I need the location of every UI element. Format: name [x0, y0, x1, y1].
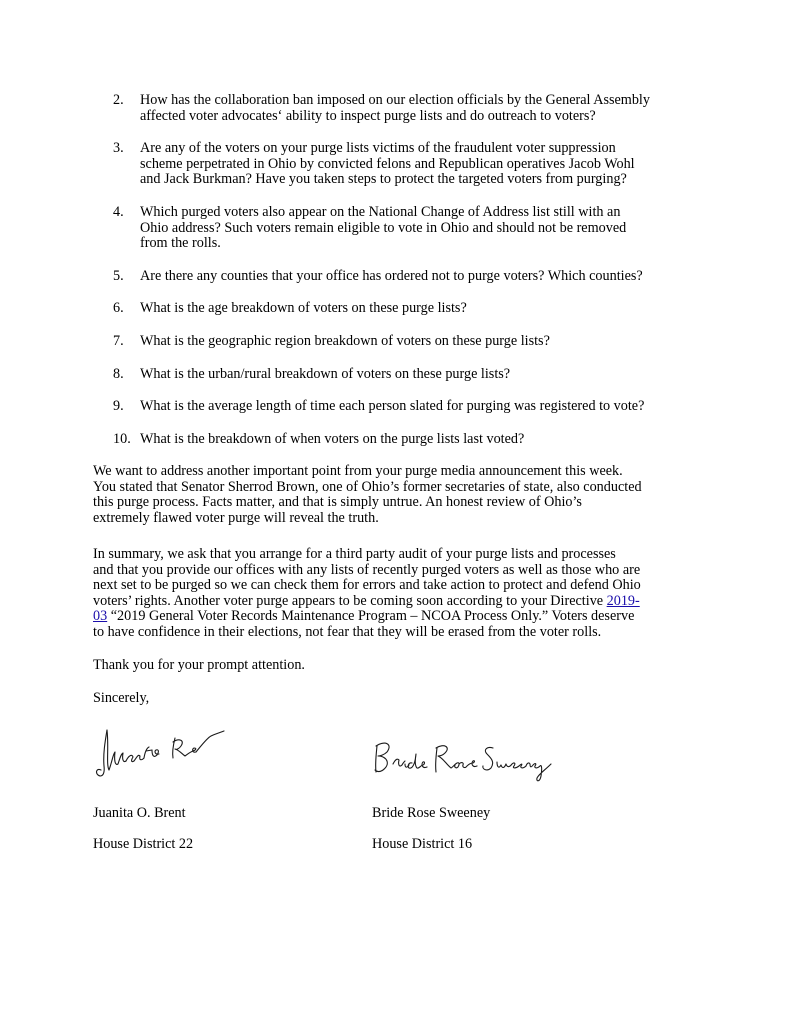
signature-sweeney-image — [369, 734, 559, 784]
signer-block-sweeney — [372, 790, 490, 868]
directive-link[interactable]: 2019- 03 — [93, 592, 640, 625]
list-item — [113, 269, 713, 285]
summary-paragraph — [93, 547, 713, 641]
question-text: What is the geographic region breakdown of voters on these purge lists? — [140, 332, 550, 349]
list-item — [113, 301, 713, 317]
question-text: How has the collaboration ban imposed on our election officials by the General Assembly affected voter advocates‘ ability to inspect purge lists and do outreach to voters? — [140, 92, 650, 124]
list-item — [113, 432, 713, 448]
closing-sincerely: Sincerely, — [93, 690, 150, 706]
signature-brent-image — [93, 718, 228, 788]
list-item — [113, 334, 713, 350]
list-item — [113, 399, 713, 415]
question-text: Which purged voters also appear on the National Change of Address list still with an Ohio address? Such voters remain eligible to vote in Ohio and should not be removed from the rolls. — [140, 203, 627, 252]
question-number: 5. — [113, 267, 124, 284]
question-list — [113, 93, 713, 464]
question-text: What is the urban/rural breakdown of voters on these purge lists? — [140, 365, 511, 382]
question-number: 2. — [113, 92, 124, 108]
question-number: 7. — [113, 332, 124, 349]
question-text: What is the age breakdown of voters on these purge lists? — [140, 300, 467, 317]
signer-district: House District 22 — [93, 835, 194, 852]
question-text: Are any of the voters on your purge lists victims of the fraudulent voter suppression scheme perpetrated in Ohio by convicted felons and Republican operatives Jacob Wohl and Jack Burkman? Have you taken steps to protect the targeted voters from purging? — [140, 140, 635, 188]
question-text: What is the average length of time each person slated for purging was registered to vote? — [140, 398, 645, 415]
closing-thanks: Thank you for your prompt attention. — [93, 657, 305, 673]
list-item — [113, 205, 713, 252]
summary-text-before-link: In summary, we ask that you arrange for a third party audit of your purge lists and processes and that you provide our offices with any lists of recently purged voters as well as those who are next set to be purged so we can check them for errors and take action to protect and defend Ohio voters’ rights. Another voter purge appears to be coming soon according to your Directive — [93, 546, 641, 609]
question-number: 10. — [113, 430, 131, 447]
question-number: 8. — [113, 365, 124, 382]
question-number: 3. — [113, 140, 124, 157]
signer-block-brent — [93, 790, 193, 868]
list-item — [113, 93, 713, 124]
question-number: 9. — [113, 398, 124, 415]
announcement-paragraph: We want to address another important point from your purge media announcement this week. You stated that Senator Sherrod Brown, one of Ohio’s former secretaries of state, also conducted this purge process. Facts matter, and that is simply untrue. An honest review of Ohio’s extremely flawed voter purge will reveal the truth. — [93, 463, 642, 526]
signer-name: Juanita O. Brent — [93, 804, 186, 821]
list-item — [113, 367, 713, 383]
signer-name: Bride Rose Sweeney — [372, 804, 491, 821]
question-text: What is the breakdown of when voters on the purge lists last voted? — [140, 430, 525, 447]
question-number: 6. — [113, 300, 124, 317]
list-item — [113, 141, 713, 188]
signer-district: House District 16 — [372, 835, 473, 852]
question-number: 4. — [113, 203, 124, 220]
question-text: Are there any counties that your office has ordered not to purge voters? Which counties? — [140, 267, 643, 284]
summary-text-after-link: “2019 General Voter Records Maintenance Program – NCOA Process Only.” Voters deserve to have confidence in their elections, not fear that they will be erased from the voter rolls. — [93, 608, 635, 640]
